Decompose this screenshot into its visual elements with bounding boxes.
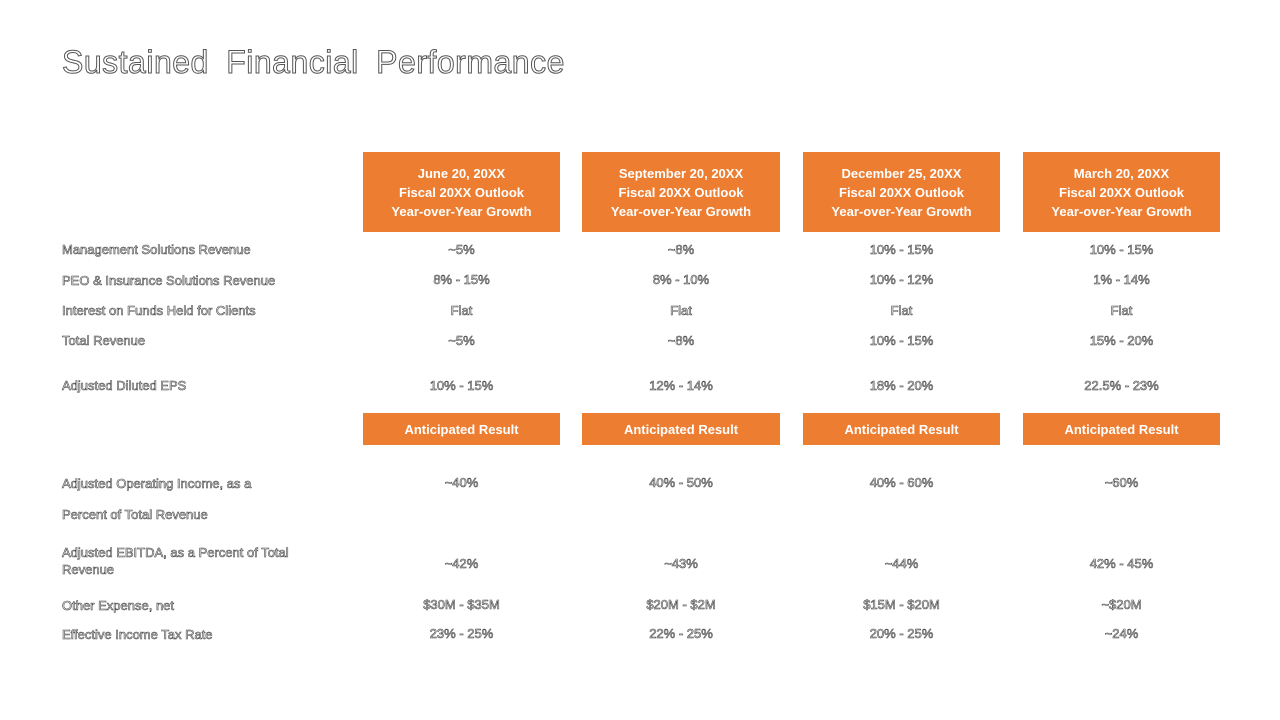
table-cell: $15M - $20M [863, 597, 940, 612]
table-cell: $20M - $2M [646, 597, 716, 612]
table-cell: 23% - 25% [429, 626, 494, 641]
row-label-adjusted-operating-income-line2: Percent of Total Revenue [62, 507, 208, 522]
row-label-effective-tax-rate: Effective Income Tax Rate [62, 627, 213, 642]
table-cell: ~24% [1104, 626, 1139, 641]
table-cell: 10% - 15% [429, 378, 494, 393]
table-cell: ~8% [667, 242, 695, 257]
table-cell: 18% - 20% [869, 378, 934, 393]
table-cell: ~$20M [1101, 597, 1142, 612]
header-date: September 20, 20XX [618, 165, 744, 181]
row-label-management-solutions: Management Solutions Revenue [62, 242, 251, 257]
table-cell: 8% - 15% [433, 272, 490, 287]
anticipated-result-header: Anticipated Result [803, 413, 1000, 445]
table-cell: 42% - 45% [1089, 556, 1154, 571]
column-header-march [1023, 152, 1220, 232]
table-cell: ~44% [884, 556, 919, 571]
table-cell: 22.5% - 23% [1084, 378, 1159, 393]
table-cell: Flat [450, 303, 473, 318]
header-growth: Year-over-Year Growth [831, 203, 972, 219]
column-header-june [363, 152, 560, 232]
row-label-other-expense: Other Expense, net [62, 598, 175, 613]
header-outlook: Fiscal 20XX Outlook [1059, 184, 1184, 200]
row-label-interest-on-funds: Interest on Funds Held for Clients [62, 303, 256, 318]
header-date: March 20, 20XX [1073, 165, 1170, 181]
table-cell: $30M - $35M [423, 597, 500, 612]
column-header-december [803, 152, 1000, 232]
row-label-adjusted-ebitda: Adjusted EBITDA, as a Percent of Total Revenue [62, 545, 289, 577]
page-title: Sustained Financial Performance [62, 44, 565, 80]
row-label-total-revenue: Total Revenue [62, 333, 146, 348]
table-cell: Flat [670, 303, 692, 318]
table-cell: ~60% [1104, 475, 1139, 490]
table-cell: Flat [1110, 303, 1133, 318]
table-cell: 10% - 15% [869, 242, 934, 257]
column-header-september [582, 152, 780, 232]
table-cell: 8% - 10% [652, 272, 710, 287]
table-cell: 10% - 12% [869, 272, 934, 287]
table-cell: 10% - 15% [1089, 242, 1154, 257]
row-label-peo-insurance: PEO & Insurance Solutions Revenue [62, 273, 276, 288]
anticipated-result-header: Anticipated Result [363, 413, 560, 445]
table-cell: 10% - 15% [869, 333, 934, 348]
anticipated-result-header: Anticipated Result [582, 413, 780, 445]
row-label-adjusted-diluted-eps: Adjusted Diluted EPS [62, 378, 187, 393]
table-cell: 20% - 25% [869, 626, 934, 641]
anticipated-result-header: Anticipated Result [1023, 413, 1220, 445]
table-cell: ~40% [444, 475, 479, 490]
table-cell: 22% - 25% [649, 626, 713, 641]
header-outlook: Fiscal 20XX Outlook [399, 184, 524, 200]
table-cell: Flat [890, 303, 913, 318]
table-cell: 40% - 60% [869, 475, 934, 490]
header-outlook: Fiscal 20XX Outlook [839, 184, 964, 200]
table-cell: ~5% [448, 333, 475, 348]
header-growth: Year-over-Year Growth [391, 203, 532, 219]
header-growth: Year-over-Year Growth [610, 203, 752, 219]
header-date: June 20, 20XX [417, 165, 506, 181]
table-cell: ~5% [448, 242, 475, 257]
row-label-adjusted-operating-income: Adjusted Operating Income, as a [62, 476, 252, 491]
header-outlook: Fiscal 20XX Outlook [618, 184, 744, 200]
header-date: December 25, 20XX [841, 165, 962, 181]
table-cell: 12% - 14% [649, 378, 713, 393]
table-cell: 15% - 20% [1089, 333, 1154, 348]
table-cell: 1% - 14% [1093, 272, 1150, 287]
header-growth: Year-over-Year Growth [1051, 203, 1192, 219]
table-cell: ~8% [667, 333, 695, 348]
table-cell: 40% - 50% [649, 475, 713, 490]
table-cell: ~42% [444, 556, 479, 571]
table-cell: ~43% [664, 556, 698, 571]
